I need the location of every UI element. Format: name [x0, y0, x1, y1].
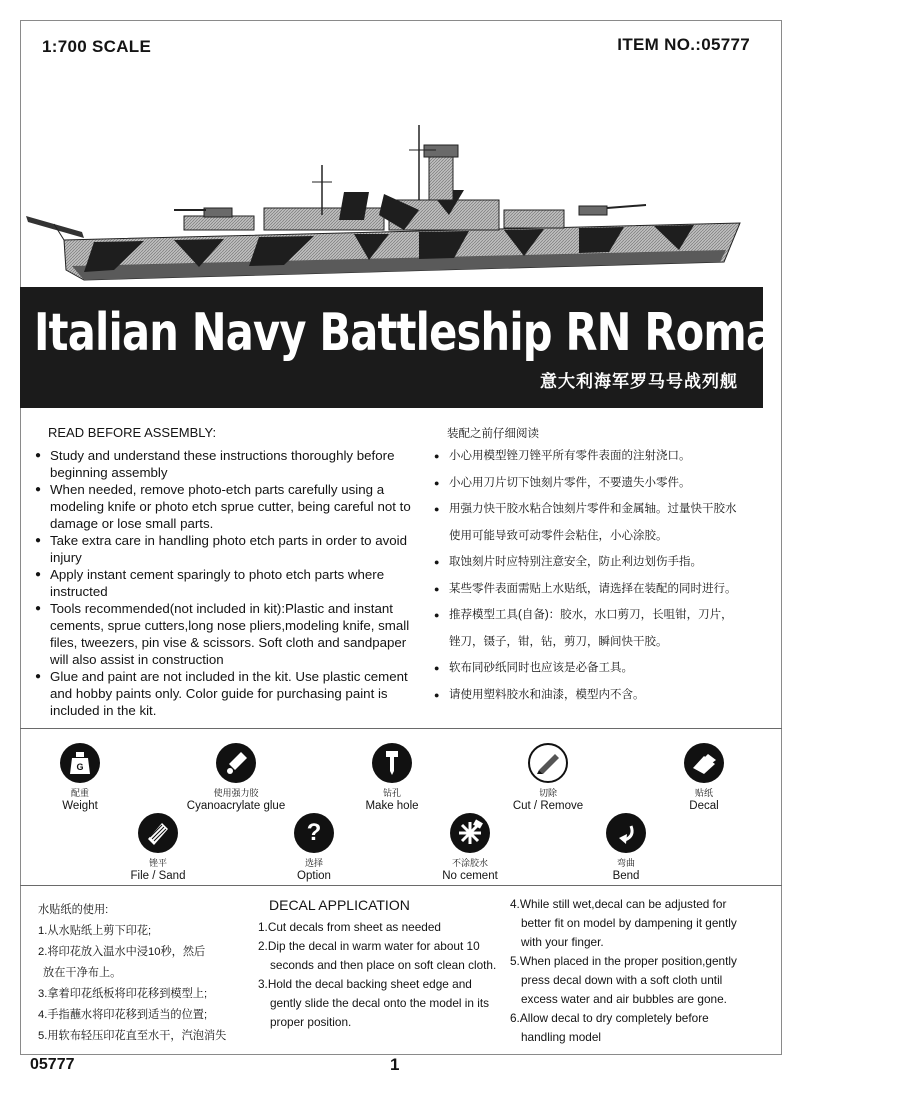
- read-before-title: READ BEFORE ASSEMBLY:: [48, 425, 217, 440]
- no-cement-icon: [450, 813, 490, 853]
- model-title-zh: 意大利海军罗马号战列舰: [540, 372, 738, 392]
- decal-zh-section: 水贴纸的使用: 1.从水贴纸上剪下印花; 2.将印花放入温水中浸10秒，然后 放在干净布上。 3.拿着印花纸板将印花移到模型上; 4.手指蘸水将印花移到适当的位置; 5.用软布轻压印花直至水干，汽泡消失: [38, 904, 227, 1042]
- list-item: ● 推荐模型工具(自备)：胶水，水口剪刀，长咀钳，刀片，: [433, 602, 773, 629]
- divider: [20, 885, 782, 886]
- list-item: ● When needed, remove photo-etch parts carefully using a modeling knife or photo etch sprue cutter, being careful not to damage or lose small parts.: [34, 481, 426, 532]
- read-before-list-zh: [433, 443, 773, 708]
- list-item: ● Study and understand these instructions thoroughly before beginning assembly: [34, 447, 426, 481]
- glue-icon: [216, 743, 256, 783]
- svg-text:G: G: [76, 762, 84, 772]
- item-number: ITEM NO.:05777: [617, 35, 750, 54]
- legend-decal: 贴纸 Decal: [644, 743, 764, 813]
- list-item: ● 某些零件表面需贴上水贴纸，请选择在装配的同时进行。: [433, 576, 773, 603]
- list-item: 锉刀，镊子，钳，钻，剪刀，瞬间快干胶。: [449, 635, 668, 648]
- list-item: 使用可能导致可动零件会粘住，小心涂胶。: [449, 529, 668, 542]
- list-item: ● 小心用模型锉刀锉平所有零件表面的注射浇口。: [433, 443, 773, 470]
- option-icon: ?: [294, 813, 334, 853]
- legend-glue: 使用强力胶 Cyanoacrylate glue: [176, 743, 296, 813]
- decal-steps-col1: 1.Cut decals from sheet as needed 2.Dip the decal in warm water for about 10 seconds and then place on soft clean cloth. 3.Hold the decal backing sheet edge and gently slide the decal onto the model in its proper position.: [258, 920, 497, 1029]
- list-item: ● 请使用塑料胶水和油漆，模型内不含。: [433, 682, 773, 709]
- battleship-illustration: [24, 120, 744, 285]
- list-item: ● Glue and paint are not included in the kit. Use plastic cement and hobby paints only. Color guide for purchasing paint is included in the kit.: [34, 668, 426, 719]
- legend-bend: 弯曲 Bend: [566, 813, 686, 883]
- list-item: ● 软布同砂纸同时也应该是必备工具。: [433, 655, 773, 682]
- drill-icon: [372, 743, 412, 783]
- list-item: ● 小心用刀片切下蚀刻片零件，不要遗失小零件。: [433, 470, 773, 497]
- list-item: ● 取蚀刻片时应特别注意安全，防止利边划伤手指。: [433, 549, 773, 576]
- list-item: ● Apply instant cement sparingly to photo etch parts where instructed: [34, 566, 426, 600]
- legend-weight: G 配重 Weight: [20, 743, 140, 813]
- page-number: 1: [390, 1055, 400, 1074]
- weight-icon: [60, 743, 100, 783]
- legend-no-cement: 不涂胶水 No cement: [410, 813, 530, 883]
- legend-option: ? 选择 Option: [254, 813, 374, 883]
- read-before-list: [34, 447, 426, 719]
- file-icon: [138, 813, 178, 853]
- decal-icon: [684, 743, 724, 783]
- bend-icon: [606, 813, 646, 853]
- legend-cut: 切除 Cut / Remove: [488, 743, 608, 813]
- legend-file: 锉平 File / Sand: [98, 813, 218, 883]
- read-before-title-zh: 装配之前仔细阅读: [447, 428, 539, 440]
- footer-item-code: 05777: [30, 1056, 75, 1073]
- cut-icon: [528, 743, 568, 783]
- decal-title: DECAL APPLICATION: [269, 897, 410, 913]
- model-title: Italian Navy Battleship RN Roma 1943: [34, 303, 900, 363]
- divider: [20, 728, 782, 729]
- list-item: ● Tools recommended(not included in kit):Plastic and instant cements, sprue cutters,long nose pliers,modeling knife, small files, tweezers, pin vise & scissors. Soft cloth and sandpaper will also assist in construction: [34, 600, 426, 668]
- scale-label: 1:700 SCALE: [42, 37, 152, 56]
- list-item: ● 用强力快干胶水粘合蚀刻片零件和金属轴。过量快干胶水: [433, 496, 773, 523]
- decal-steps-col2: 4.While still wet,decal can be adjusted for better fit on model by dampening it gently with your finger. 5.When placed in the proper position,gently press decal down with a soft cloth until excess water and air bubbles are gone. 6.Allow decal to dry completely before handling model: [510, 897, 737, 1044]
- list-item: ● Take extra care in handling photo etch parts in order to avoid injury: [34, 532, 426, 566]
- legend-drill: 钻孔 Make hole: [332, 743, 452, 813]
